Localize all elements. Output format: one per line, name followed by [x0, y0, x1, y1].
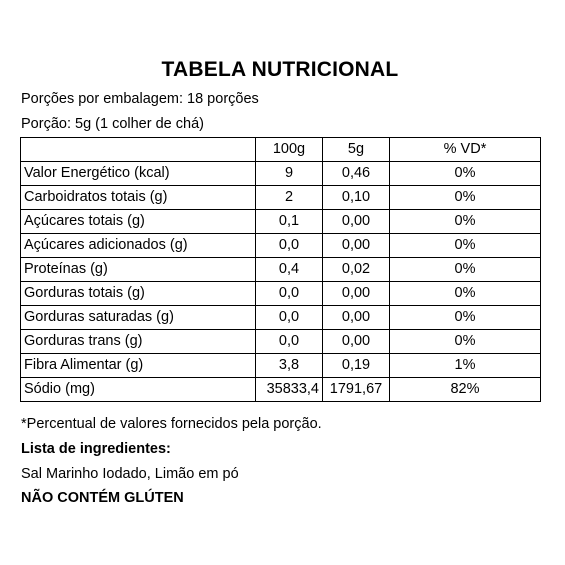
nutrient-name: Açúcares adicionados (g): [21, 234, 256, 258]
value-per-serving: 0,00: [323, 306, 390, 330]
header-daily-value: % VD*: [390, 138, 541, 162]
nutrient-name: Valor Energético (kcal): [21, 162, 256, 186]
footnote: *Percentual de valores fornecidos pela porção.: [21, 416, 322, 432]
daily-value-percent: 0%: [390, 210, 541, 234]
value-per-100g: 0,4: [256, 258, 323, 282]
table-row: [21, 162, 541, 186]
value-per-100g: 0,0: [256, 282, 323, 306]
nutrient-name: Fibra Alimentar (g): [21, 354, 256, 378]
table-row: [21, 378, 541, 402]
value-per-100g: 2: [256, 186, 323, 210]
nutrient-name: Gorduras saturadas (g): [21, 306, 256, 330]
value-per-100g: 0,0: [256, 306, 323, 330]
ingredients-list: Sal Marinho Iodado, Limão em pó: [21, 466, 239, 482]
value-per-100g: 0,1: [256, 210, 323, 234]
daily-value-percent: 1%: [390, 354, 541, 378]
table-row: [21, 354, 541, 378]
value-per-100g: 0,0: [256, 330, 323, 354]
value-per-serving: 1791,67: [323, 378, 390, 402]
daily-value-percent: 0%: [390, 234, 541, 258]
nutrition-table-body: [21, 138, 541, 402]
value-per-serving: 0,00: [323, 210, 390, 234]
table-header-row: [21, 138, 541, 162]
daily-value-percent: 0%: [390, 330, 541, 354]
daily-value-percent: 0%: [390, 282, 541, 306]
value-per-serving: 0,19: [323, 354, 390, 378]
value-per-serving: 0,10: [323, 186, 390, 210]
header-nutrient: [21, 138, 256, 162]
nutrition-table: [20, 137, 541, 402]
table-row: [21, 210, 541, 234]
gluten-notice: NÃO CONTÉM GLÚTEN: [21, 490, 184, 506]
nutrient-name: Sódio (mg): [21, 378, 256, 402]
value-per-serving: 0,46: [323, 162, 390, 186]
page-title: TABELA NUTRICIONAL: [161, 58, 399, 81]
daily-value-percent: 0%: [390, 258, 541, 282]
daily-value-percent: 82%: [390, 378, 541, 402]
serving-size: Porção: 5g (1 colher de chá): [21, 116, 204, 132]
daily-value-percent: 0%: [390, 306, 541, 330]
table-row: [21, 258, 541, 282]
nutrient-name: Gorduras totais (g): [21, 282, 256, 306]
table-row: [21, 306, 541, 330]
servings-per-package: Porções por embalagem: 18 porções: [21, 91, 259, 107]
table-row: [21, 186, 541, 210]
value-per-serving: 0,00: [323, 330, 390, 354]
daily-value-percent: 0%: [390, 186, 541, 210]
value-per-100g: 0,0: [256, 234, 323, 258]
value-per-serving: 0,00: [323, 234, 390, 258]
value-per-serving: 0,02: [323, 258, 390, 282]
nutrient-name: Açúcares totais (g): [21, 210, 256, 234]
header-per-serving: 5g: [323, 138, 390, 162]
value-per-serving: 0,00: [323, 282, 390, 306]
header-per-100g: 100g: [256, 138, 323, 162]
nutrient-name: Gorduras trans (g): [21, 330, 256, 354]
ingredients-heading: Lista de ingredientes:: [21, 441, 171, 457]
table-row: [21, 330, 541, 354]
nutrient-name: Carboidratos totais (g): [21, 186, 256, 210]
value-per-100g: 3,8: [256, 354, 323, 378]
table-row: [21, 282, 541, 306]
daily-value-percent: 0%: [390, 162, 541, 186]
table-row: [21, 234, 541, 258]
nutrient-name: Proteínas (g): [21, 258, 256, 282]
value-per-100g: 35833,4: [256, 378, 323, 402]
value-per-100g: 9: [256, 162, 323, 186]
